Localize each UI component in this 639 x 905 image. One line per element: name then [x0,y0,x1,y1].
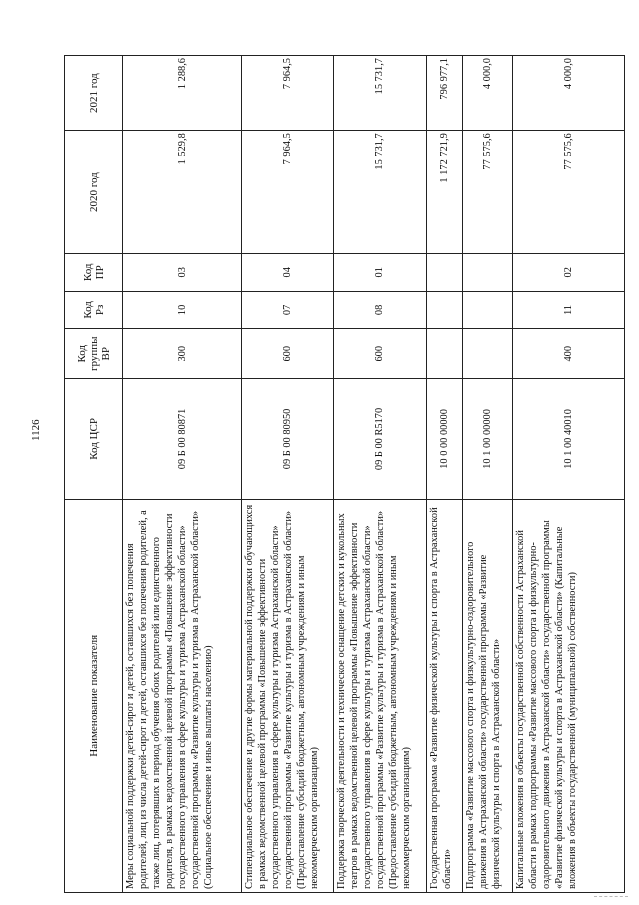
row-2020: 77 575,6 [512,131,624,254]
row-name: Стипендиальное обеспечение и другие формы материальной поддержки обучающихся в рамках ведомственной целевой программы «Повышение эффективности государственного управления в сфере культуры и туризма Астраханской области» государственной программы «Развитие культуры и туризма в Астраханской области» (Предоставление субсидий бюджетным, автономным учреждениям и иным некоммерческим организациям) [242,499,334,892]
row-csr: 10 1 00 40010 [512,379,624,499]
row-pr: 01 [334,254,426,292]
scan-edge-mark [594,896,628,897]
row-pr: 04 [242,254,334,292]
header-name: Наименование показателя [65,499,123,892]
row-csr: 10 0 00 00000 [426,379,462,499]
row-rz: 08 [334,291,426,329]
table-row [462,56,512,893]
row-2020: 1 172 721,9 [426,131,462,254]
header-pr: Код ПР [65,254,123,292]
row-csr: 09 Б 00 80871 [123,379,242,499]
row-2021: 1 288,6 [123,56,242,131]
row-2020: 1 529,8 [123,131,242,254]
row-pr [426,254,462,292]
row-name: Поддержка творческой деятельности и техническое оснащение детских и кукольных театров в рамках ведомственной целевой программы «Повышение эффективности государственного управления в сфере культуры и туризма Астраханской области» государственной программы «Развитие культуры и туризма в Астраханской области» (Предоставление субсидий бюджетным, автономным учреждениям и иным некоммерческим организациям) [334,499,426,892]
row-2020: 77 575,6 [462,131,512,254]
budget-table [64,55,625,893]
row-2021: 4 000,0 [512,56,624,131]
row-name: Государственная программа «Развитие физической культуры и спорта в Астраханской области» [426,499,462,892]
row-2020: 15 731,7 [334,131,426,254]
row-csr: 10 1 00 00000 [462,379,512,499]
table-row [123,56,242,893]
header-rz: Код Рз [65,291,123,329]
budget-table-rotated [64,55,625,893]
row-pr: 03 [123,254,242,292]
row-vr: 600 [334,329,426,379]
row-vr: 600 [242,329,334,379]
row-pr [462,254,512,292]
row-rz: 11 [512,291,624,329]
table-row [334,56,426,893]
row-vr [426,329,462,379]
header-row [65,56,123,893]
row-vr: 300 [123,329,242,379]
row-rz [462,291,512,329]
table-row [426,56,462,893]
row-name: Капитальные вложения в объекты государственной собственности Астраханской области в рамках подпрограммы «Развитие массового спорта и физкультурно-оздоровительного движения в Астраханской области» государственной программы «Развитие физической культуры и спорта в Астраханской области» (Капитальные вложения в объекты государственной (муниципальной) собственности) [512,499,624,892]
header-2021: 2021 год [65,56,123,131]
row-2021: 15 731,7 [334,56,426,131]
table-row [512,56,624,893]
row-2020: 7 964,5 [242,131,334,254]
row-2021: 796 977,1 [426,56,462,131]
header-csr: Код ЦСР [65,379,123,499]
row-2021: 4 000,0 [462,56,512,131]
row-vr: 400 [512,329,624,379]
row-name: Подпрограмма «Развитие массового спорта и физкультурно-оздоровительного движения в Астраханской области» государственной программы «Развитие физической культуры и спорта в Астраханской области» [462,499,512,892]
row-csr: 09 Б 00 80950 [242,379,334,499]
row-rz: 10 [123,291,242,329]
row-rz [426,291,462,329]
table-row [242,56,334,893]
header-vr: Код группы ВР [65,329,123,379]
row-pr: 02 [512,254,624,292]
header-2020: 2020 год [65,131,123,254]
row-csr: 09 Б 00 R5170 [334,379,426,499]
row-name: Меры социальной поддержки детей-сирот и детей, оставшихся без попечения родителей, лиц из числа детей-сирот и детей, оставшихся без попечения родителей, а также лиц, потерявших в период обучения обоих родителей или единственного родителя, в рамках ведомственной целевой программы «Повышение эффективности государственного управления в сфере культуры и туризма Астраханской области» государственной программы «Развитие культуры и туризма в Астраханской области» (Социальное обеспечение и иные выплаты населению) [123,499,242,892]
page-number: 1126 [30,419,42,441]
row-2021: 7 964,5 [242,56,334,131]
row-rz: 07 [242,291,334,329]
row-vr [462,329,512,379]
